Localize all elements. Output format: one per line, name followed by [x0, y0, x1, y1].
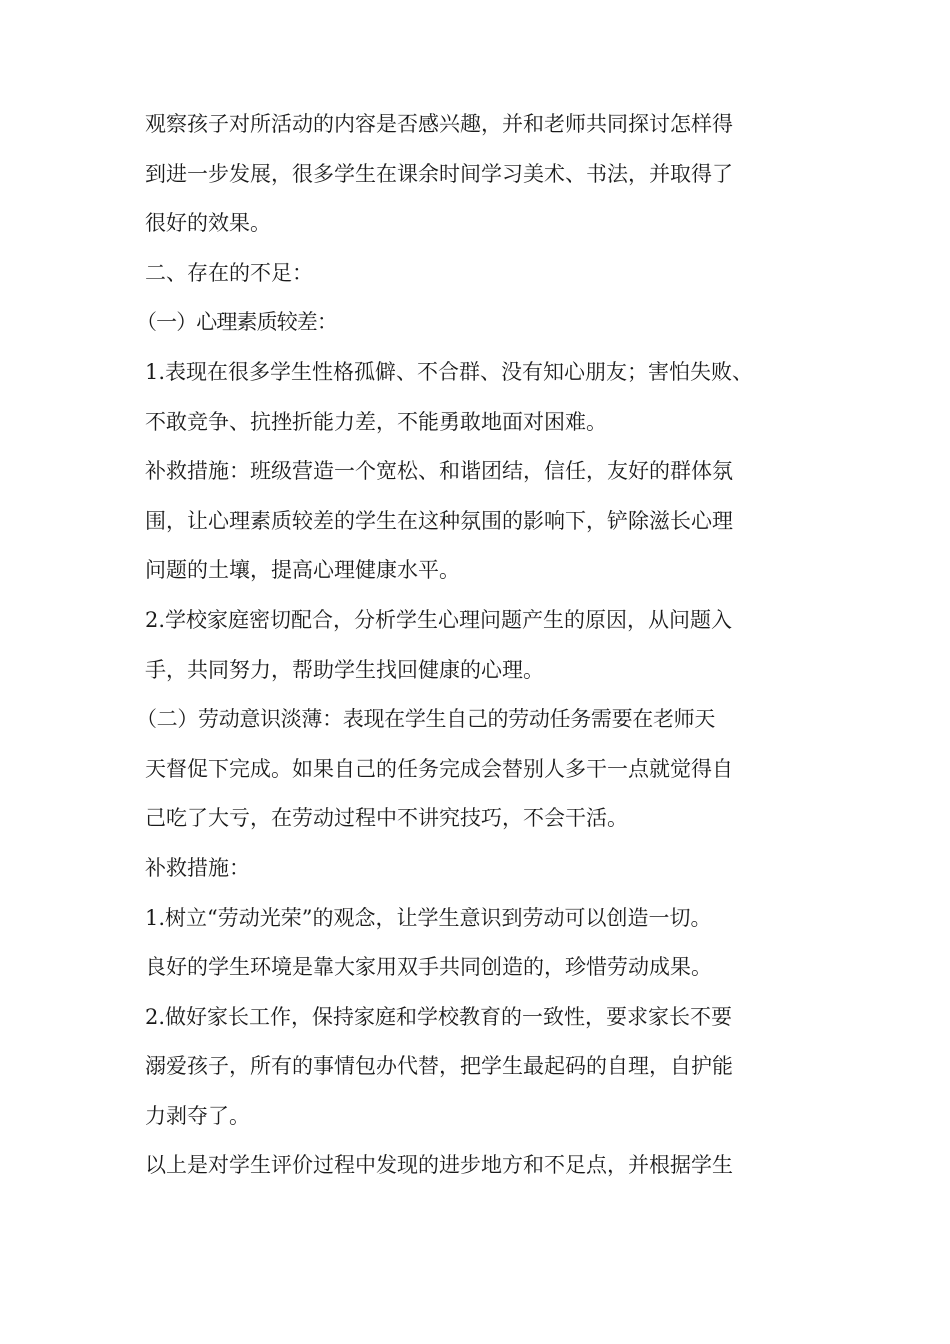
text-line: 1.树立“劳动光荣”的观念，让学生意识到劳动可以创造一切。 — [145, 905, 712, 930]
paragraph-item-1 — [145, 348, 817, 447]
text-line: （二）劳动意识淡薄：表现在学生自己的劳动任务需要在老师天 — [136, 707, 715, 732]
paragraph-remedy-2-heading — [145, 844, 817, 894]
text-line: 问题的土壤，提高心理健康水平。 — [145, 558, 460, 583]
text-line: 观察孩子对所活动的内容是否感兴趣，并和老师共同探讨怎样得 — [145, 112, 733, 136]
text-line: 不敢竞争、抗挫折能力差，不能勇敢地面对困难。 — [145, 409, 607, 434]
text-line: 到进一步发展，很多学生在课余时间学习美术、书法，并取得了 — [145, 161, 733, 186]
paragraph-labor-awareness — [136, 695, 817, 844]
text-line: 己吃了大亏，在劳动过程中不讲究技巧，不会干活。 — [145, 806, 628, 831]
text-line: 2.学校家庭密切配合，分析学生心理问题产生的原因，从问题入 — [145, 607, 733, 632]
text-line: 2.做好家长工作，保持家庭和学校教育的一致性，要求家长不要 — [145, 1004, 733, 1029]
paragraph-conclusion — [145, 1141, 817, 1191]
text-line: 手，共同努力，帮助学生找回健康的心理。 — [145, 657, 544, 682]
text-line: 天督促下完成。如果自己的任务完成会替别人多干一点就觉得自 — [145, 756, 733, 781]
paragraph-item-2 — [145, 596, 817, 695]
document-body — [136, 100, 817, 1191]
text-line: 力剥夺了。 — [145, 1103, 250, 1128]
subheading-psychological — [136, 298, 817, 348]
subsection-heading: （一）心理素质较差： — [136, 310, 337, 335]
text-line: 补救措施： — [145, 855, 250, 880]
text-line: 1.表现在很多学生性格孤僻、不合群、没有知心朋友；害怕失败、 — [145, 359, 754, 384]
section-heading: 二、存在的不足： — [145, 260, 313, 285]
paragraph-labor-item-2 — [145, 993, 817, 1142]
text-line: 补救措施：班级营造一个宽松、和谐团结，信任，友好的群体氛 — [145, 459, 733, 484]
text-line: 以上是对学生评价过程中发现的进步地方和不足点，并根据学生 — [145, 1153, 733, 1178]
paragraph-activity-interest — [145, 100, 817, 249]
paragraph-remedy-1 — [145, 447, 817, 596]
text-line: 很好的效果。 — [145, 211, 271, 236]
text-line: 围，让心理素质较差的学生在这种氛围的影响下，铲除滋长心理 — [145, 508, 733, 533]
paragraph-labor-item-1 — [145, 894, 817, 993]
text-line: 良好的学生环境是靠大家用双手共同创造的，珍惜劳动成果。 — [145, 955, 712, 980]
text-line: 溺爱孩子，所有的事情包办代替，把学生最起码的自理，自护能 — [145, 1054, 733, 1079]
section-heading-shortcomings — [145, 249, 817, 299]
